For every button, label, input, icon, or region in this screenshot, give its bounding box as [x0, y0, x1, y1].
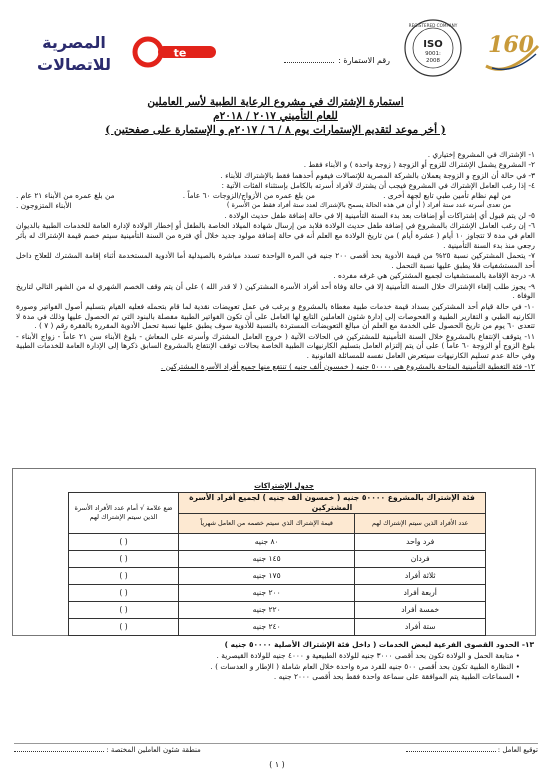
form-year: للعام التأميني ٢٠١٧ / ٢٠١٨م [213, 109, 338, 122]
signature-blank[interactable] [406, 751, 496, 752]
clause: ٢- المشروع يشمل الإشتراك للزوج أو الزوجة ( زوجة واحدة ) و الأبناء فقط . [303, 160, 535, 170]
te-emblem-icon [135, 39, 216, 65]
monthly-fee: ١٧٥ جنيه [179, 568, 355, 585]
form-title: استمارة الإشتراك في مشروع الرعاية الطبية لأسر العاملين [147, 96, 404, 108]
clause: ٥- لن يتم قبول أي إشتراكات أو إضافات بعد بدء السنة التأمينية إلا في حالة إضافة طفل حديث الولادة . [224, 210, 535, 220]
page-number: ( ١ ) [269, 760, 285, 769]
anniversary-160-logo [478, 16, 544, 78]
table-row [69, 551, 486, 568]
clause: ٦- إن رغب العامل الإشتراك بالمشروع في إضافة طفل حديث الولادة فلابد من إرسال شهادة الميلاد الخاصة بالطفل أو إخطار الولادة لإدارة العامة للخدمات الطبية بالديوان العام في مدة لا تتجاوز ١٠ أيام ( عشرة أيام ) من تاريخ الولادة مع العلم أنه في حالة إضافة مولود جديد خلال أي فترة من السنة التأمينية سيتم خصم قيمة الإشتراك له بأثر رجعي منذ بدء السنة التأمينية . [16, 221, 535, 250]
table-value-header: قيمة الإشتراك الذي سيتم خصمه من العامل شهرياً [179, 514, 355, 534]
clause: ١٠- في حالة قيام أحد المشتركين بسداد قيمة خدمات طبية مغطاة بالمشروع و يرغب في عمل تعويضات نقدية لما قام بتحمله فعليه القيام بتسليم أصول الفواتير وصورة الكارنيه الطبي و التقارير الطبية و الفحوصات إلى إدارة شئون العاملين التابع لها العامل على أن تكون الفواتير الطبية مفصلة بالبنود التي تم الحصول عليها وذلك في مدة لا تتعدى ٦٠ يوم من تاريخ الحصول على الخدمة مع العلم أن مبالغ التعويضات المستردة بالنسبة للأدوية سوف يطبق عليها نسبة تحمل الأدوية المقررة بالفقرة رقم ( ٧ ) . [16, 301, 535, 331]
member-count: ستة أفراد [355, 619, 486, 636]
exception-item: من تعدى أسرته عدد ستة أفراد ( أو أن في هذه الحالة يسمح بالإشتراك لعدد ستة أفراد فقط من الأسرة ) [226, 201, 511, 210]
form-number-label: رقم الاستمارة : [338, 56, 390, 65]
table-title: جدول الإشتراكات [254, 482, 314, 490]
member-count: أربعة أفراد [355, 585, 486, 602]
clause: ٧- يتحمل المشتركين نسبة ٢٥% من قيمة الأدوية بحد أقصى ٢٠٠ جنيه في المرة الواحدة تسدد مباشرة بالصيدلية أما الأدوية المستخدمة أثناء إقامة المشترك للعلاج داخل أحد المستشفيات فلا يطبق عليها نسبة التحمل . [16, 251, 535, 270]
exception-item: الأبناء المتزوجون . [16, 201, 72, 211]
clause: ١١- يتوقف الإنتفاع بالمشروع خلال السنة التأمينية للمشتركين في الحالات الآتية ( خروج العامل المشترك وأسرته على المعاش - بلوغ الأبناء سن ٢١ عاماً - زواج الأبناء - بلوغ الزوج أو الزوجة ٦٠ عاماً ) على أن يتم إلتزام العامل بتسليم الكارنيهات الطبية الخاصة بحالات توقف الإنتفاع بالمشروع السابق ذكرها إلى الإدارة العامة للخدمات الطبية وفي حالة عدم تسليم الكارنيهات سيتعرض العامل نفسه للمسائلة القانونية . [16, 331, 535, 361]
check-box[interactable]: ( ) [69, 568, 179, 585]
exception-row [16, 191, 535, 201]
clause: ١٢- فئة التغطية التأمينية المتاحة بالمشروع هي ٥٠٠٠٠ جنيه ( خمسون ألف جنيه ) تنتفع منها جميع أفراد الأسرة المشتركين . [160, 361, 535, 371]
clause: ١- الإشتراك في المشروع إختياري . [427, 150, 535, 159]
member-count: خمسة أفراد [355, 602, 486, 619]
svg-text:المصرية: المصرية [42, 33, 106, 52]
exception-item: من لهم نظام تأمين طبي تابع لجهة أخرى . [383, 191, 511, 201]
svg-text:ISO: ISO [423, 39, 443, 50]
telecom-egypt-logo [10, 26, 220, 76]
svg-text:REGISTERED COMPANY: REGISTERED COMPANY [408, 23, 458, 28]
table-row [69, 568, 486, 585]
limit-item: • السماعات الطبية يتم الموافقة على سماعة واحدة فقط بحد أقصى ٢٠٠٠ جنيه . [273, 672, 520, 682]
table-check-header: ضع علامة √ أمام عدد الأفراد الأسرة الذين سيتم الإشتراك لهم [69, 493, 179, 534]
form-number-blank[interactable] [284, 62, 334, 63]
table-count-header: عدد الأفراد الذين سيتم الإشتراك لهم [355, 514, 486, 534]
header [0, 8, 551, 90]
clause: ٩- يجوز طلب إلغاء الإشتراك خلال السنة التأمينية إلا في حالة وفاة أحد أفراد الأسرة المشتركين ( لا قدر الله ) على أن يتم وقف الخصم الشهري له من الشهر التالي لتاريخ الوفاة . [16, 281, 535, 301]
check-box[interactable]: ( ) [69, 551, 179, 568]
clause-13: ١٣- الحدود القصوى الفرعية لبعض الخدمات ( داخل فئة الإشتراك الأصلية ٥٠٠٠٠ جنيه ) [224, 640, 534, 649]
clauses-section [16, 150, 535, 372]
svg-text:9001:: 9001: [425, 51, 441, 57]
deadline-note: ( أخر موعد لتقديم الإستمارات يوم ٨ / ٦ / ٢٠١٧م و الإستمارة على صفحتين ) [105, 123, 446, 136]
monthly-fee: ٢٢٠ جنيه [179, 602, 355, 619]
check-box[interactable]: ( ) [69, 585, 179, 602]
clause: ٣- في حالة أن الزوج و الزوجة يعملان بالشركة المصرية للإتصالات فيقوم أحدهما فقط بالإشتراك للأبناء . [220, 170, 535, 180]
clause: ٤- إذا رغب العامل الإشتراك في المشروع فيجب أن يشترك لأفراد أسرته بالكامل بإستثناء الفئات الآتية : [221, 181, 535, 191]
svg-text:te: te [173, 46, 187, 60]
limit-item: • النظارة الطبية تكون بحد أقصى ٥٠٠ جنيه للفرد مرة واحدة خلال العام شاملة ( الإطار و العدسات ) . [210, 661, 520, 671]
employee-signature[interactable] [406, 746, 538, 757]
clause: ٨- درجة الإقامة بالمستشفيات لجميع المشتركين هي غرفه مفرده . [333, 271, 535, 281]
iso-certification-seal [403, 18, 463, 78]
title-block [20, 96, 531, 138]
member-count: ثلاثة أفراد [355, 568, 486, 585]
signature-row [14, 743, 538, 757]
check-box[interactable]: ( ) [69, 534, 179, 551]
exception-item: من بلغ عمره من الأزواج/الزوجات ٦٠ عاماً . [182, 191, 316, 201]
monthly-fee: ٨٠ جنيه [179, 534, 355, 551]
svg-text:160: 160 [488, 32, 534, 58]
table-row [69, 585, 486, 602]
exception-item: من بلغ عمره من الأبناء ٢١ عام . [16, 191, 115, 201]
hr-office[interactable] [14, 746, 201, 757]
subscription-table [68, 492, 486, 636]
exception-row [16, 201, 535, 211]
member-count: فرد واحد [355, 534, 486, 551]
table-row [69, 602, 486, 619]
table-row [69, 619, 486, 636]
limit-item: • متابعة الحمل و الولادة تكون بحد أقصى ٣٠٠٠ جنيه للولادة الطبيعية و ٤٠٠٠ جنيه للولادة القيصرية . [216, 650, 520, 660]
form-number-field[interactable] [250, 56, 390, 67]
svg-text:للاتصالات: للاتصالات [37, 55, 111, 74]
table-main-header: فئة الإشتراك بالمشروع ٥٠٠٠٠ جنيه ( خمسون ألف جنيه ) لجميع أفراد الأسرة المشتركين [179, 493, 486, 514]
table-row [69, 534, 486, 551]
svg-text:2008: 2008 [426, 58, 440, 64]
limit-text: متابعة الحمل و الولادة تكون بحد أقصى ٣٠٠٠ جنيه للولادة الطبيعية و ٤٠٠٠ جنيه للولادة القيصرية . [216, 650, 514, 660]
member-count: فردان [355, 551, 486, 568]
limit-text: النظارة الطبية تكون بحد أقصى ٥٠٠ جنيه للفرد مرة واحدة خلال العام شاملة ( الإطار و العدسات ) . [210, 661, 514, 671]
hr-label: منطقة شئون العاملين المختصة : [106, 746, 201, 754]
check-box[interactable]: ( ) [69, 619, 179, 636]
signature-label: توقيع العامل : [497, 746, 538, 754]
limit-text: السماعات الطبية يتم الموافقة على سماعة واحدة فقط بحد أقصى ٢٠٠٠ جنيه . [273, 672, 514, 682]
sub-limits-section [22, 640, 534, 683]
monthly-fee: ٢٠٠ جنيه [179, 585, 355, 602]
hr-blank[interactable] [14, 751, 104, 752]
check-box[interactable]: ( ) [69, 602, 179, 619]
monthly-fee: ١٤٥ جنيه [179, 551, 355, 568]
monthly-fee: ٢٤٠ جنيه [179, 619, 355, 636]
